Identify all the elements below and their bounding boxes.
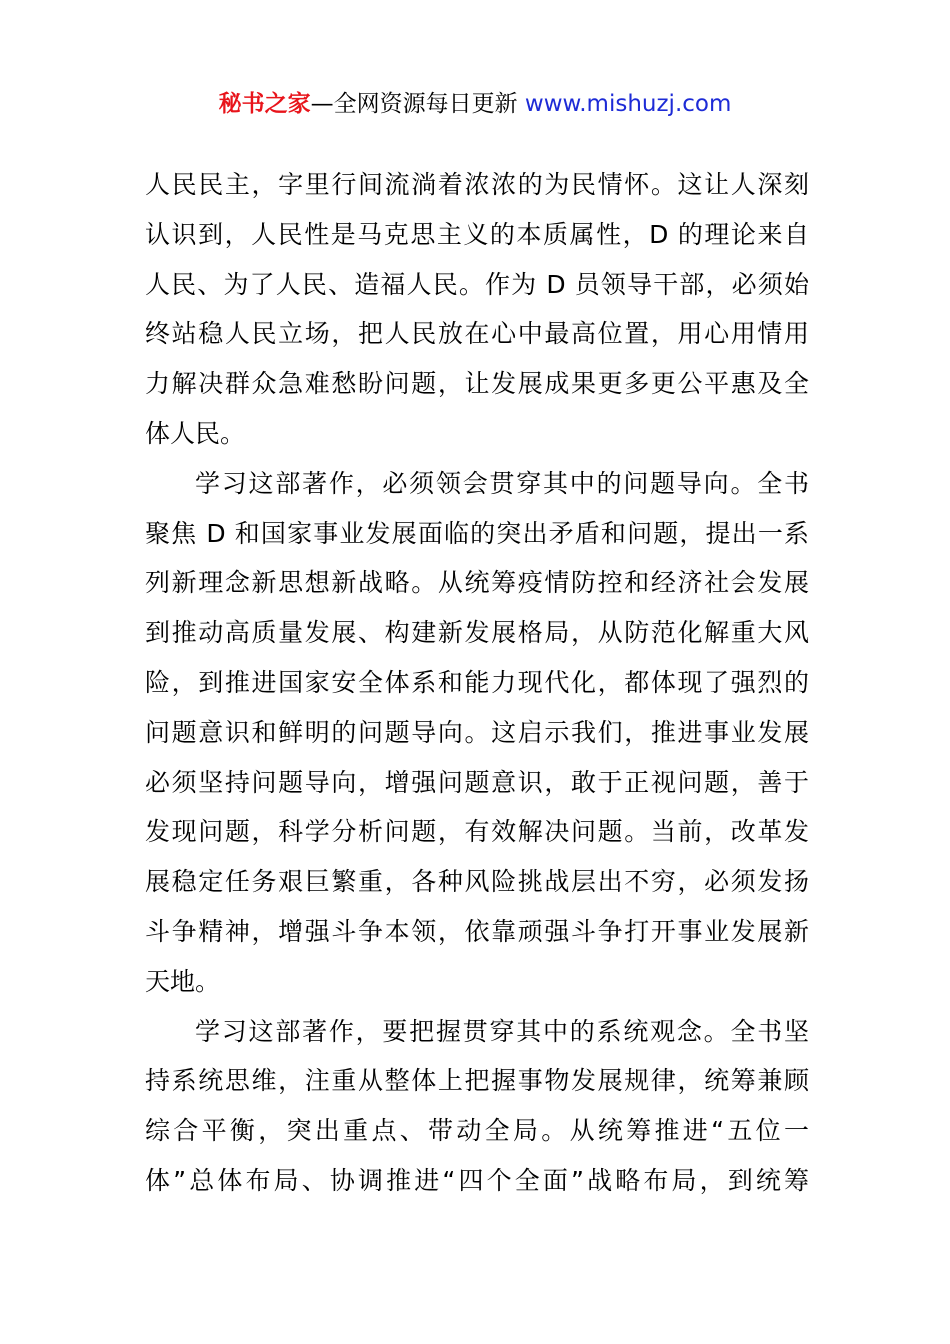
text-line: 学习这部著作，要把握贯穿其中的系统观念。全书坚 [195,1016,809,1046]
text-line: 必须坚持问题导向，增强问题意识，敢于正视问题，善于 [145,767,809,797]
document-body [145,160,809,1206]
text-line: 人民、为了人民、造福人民。作为 D 员领导干部，必须始 [145,269,809,299]
text-line: 综合平衡，突出重点、带动全局。从统筹推进“五位一 [145,1116,809,1146]
text-line: 持系统思维，注重从整体上把握事物发展规律，统筹兼顾 [145,1066,809,1096]
text-line: 终站稳人民立场，把人民放在心中最高位置，用心用情用 [145,319,809,349]
text-line: 问题意识和鲜明的问题导向。这启示我们，推进事业发展 [145,717,809,747]
text-line: 体人民。 [145,418,246,448]
text-line: 学习这部著作，必须领会贯穿其中的问题导向。全书 [195,468,809,498]
text-line: 发现问题，科学分析问题，有效解决问题。当前，改革发 [145,817,809,847]
text-line: 到推动高质量发展、构建新发展格局，从防范化解重大风 [145,618,809,648]
text-line: 聚焦 D 和国家事业发展面临的突出矛盾和问题，提出一系 [145,518,809,548]
text-line: 体”总体布局、协调推进“四个全面”战略布局，到统筹 [145,1165,809,1195]
site-url-link[interactable]: www.mishuzj.com [524,91,732,117]
text-line: 认识到，人民性是马克思主义的本质属性，D 的理论来自 [145,219,809,249]
text-line: 险，到推进国家安全体系和能力现代化，都体现了强烈的 [145,667,809,697]
text-line: 列新理念新思想新战略。从统筹疫情防控和经济社会发展 [145,568,809,598]
text-line: 斗争精神，增强斗争本领，依靠顽强斗争打开事业发展新 [145,916,809,946]
text-line: 展稳定任务艰巨繁重，各种风险挑战层出不穷，必须发扬 [145,867,809,897]
text-line: 力解决群众急难愁盼问题，让发展成果更多更公平惠及全 [145,369,809,399]
site-header [0,88,950,120]
site-brand: 秘书之家 [218,91,311,117]
text-line: 人民民主，字里行间流淌着浓浓的为民情怀。这让人深刻 [145,170,809,199]
site-tagline: —全网资源每日更新 [310,91,525,117]
text-line: 天地。 [145,966,221,996]
